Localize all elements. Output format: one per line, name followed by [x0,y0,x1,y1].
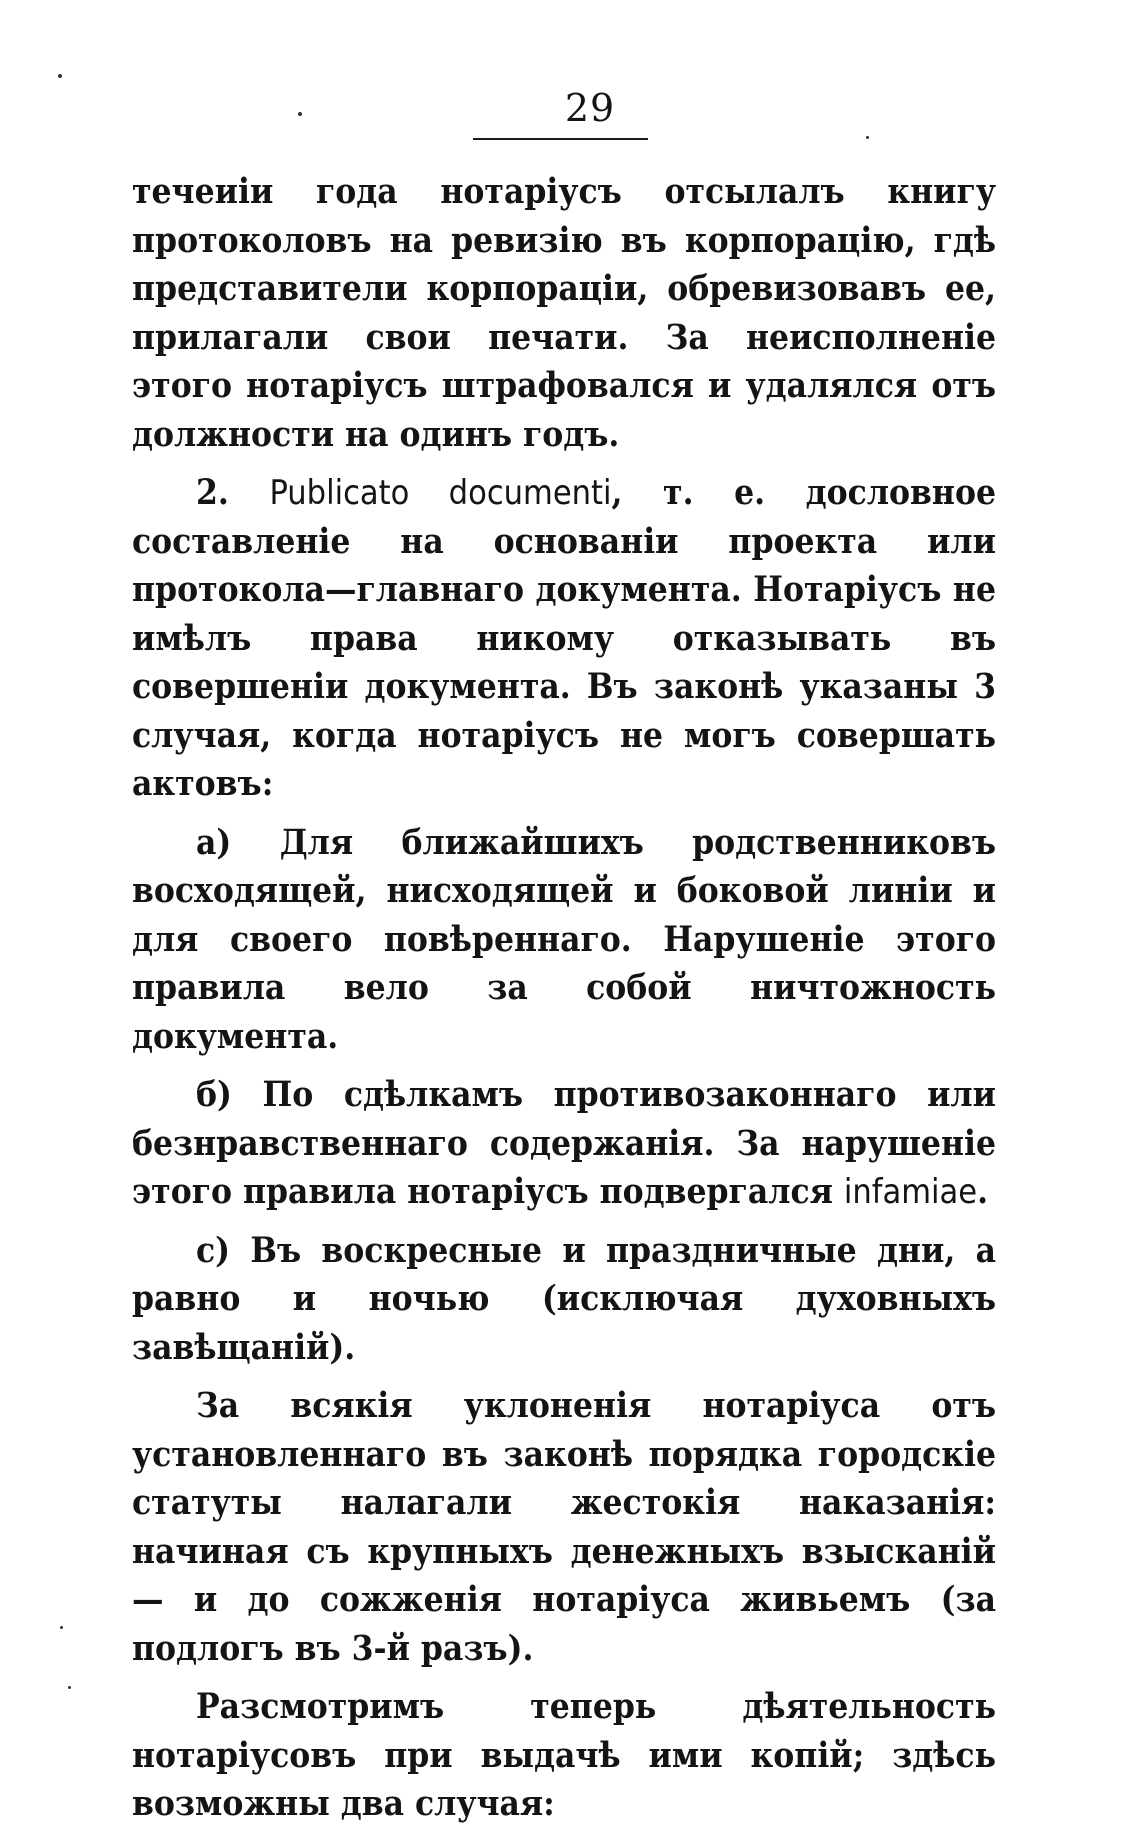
scan-speck [60,1626,63,1629]
paragraph-continuation: течеиіи года нотаріусъ отсылалъ книгу протоколовъ на ревизію въ корпорацію, гдѣ представители корпораціи, обревизовавъ ее, прилагали свои печати. За неисполненіе этого нотаріусъ штрафовался и удалялся отъ должности на одинъ годъ. [132,171,996,455]
scan-speck [58,74,62,78]
paragraph-case-c: с) Въ воскресные и праздничные дни, а равно и ночью (исключая духовныхъ завѣщаній). [132,1229,996,1368]
paragraph-publicato: 2. Publicato documenti, т. е. дословное составленіе на основаніи проекта или протокола—главнаго документа. Нотаріусъ не имѣлъ права никому отказывать въ совершеніи документа. Въ законѣ указаны 3 случая, когда нотаріусъ не могъ совершать актовъ: [132,472,996,804]
scan-speck [68,1686,71,1689]
paragraph-penalties: За всякія уклоненія нотаріуса отъ установленнаго въ законѣ порядка городскіе статуты налагали жестокія наказанія: начиная съ крупныхъ денежныхъ взысканій— и до сожженія нотаріуса живьемъ (за подлогъ въ 3-й разъ). [132,1385,996,1669]
paragraph-copies: Разсмотримъ теперь дѣятельность нотаріусовъ при выдачѣ ими копій; здѣсь возможны два случая: [132,1686,996,1824]
page-body [132,168,996,1839]
latin-term: Publicato documenti [269,473,612,513]
scan-speck [298,112,302,116]
header-rule [473,138,648,140]
scan-speck [866,136,869,139]
latin-term: infamiae [843,1172,978,1212]
paragraph-case-a: а) Для ближайшихъ родственниковъ восходящей, нисходящей и боковой линіи и для своего повѣреннаго. Нарушеніе этого правила вело за собой ничтожность документа. [132,821,996,1057]
page-number: 29 [564,86,616,130]
paragraph-case-b: б) По сдѣлкамъ противозаконнаго или безнравственнаго содержанія. За нарушеніе этого правила нотаріусъ подвергался infamiae. [132,1074,996,1212]
